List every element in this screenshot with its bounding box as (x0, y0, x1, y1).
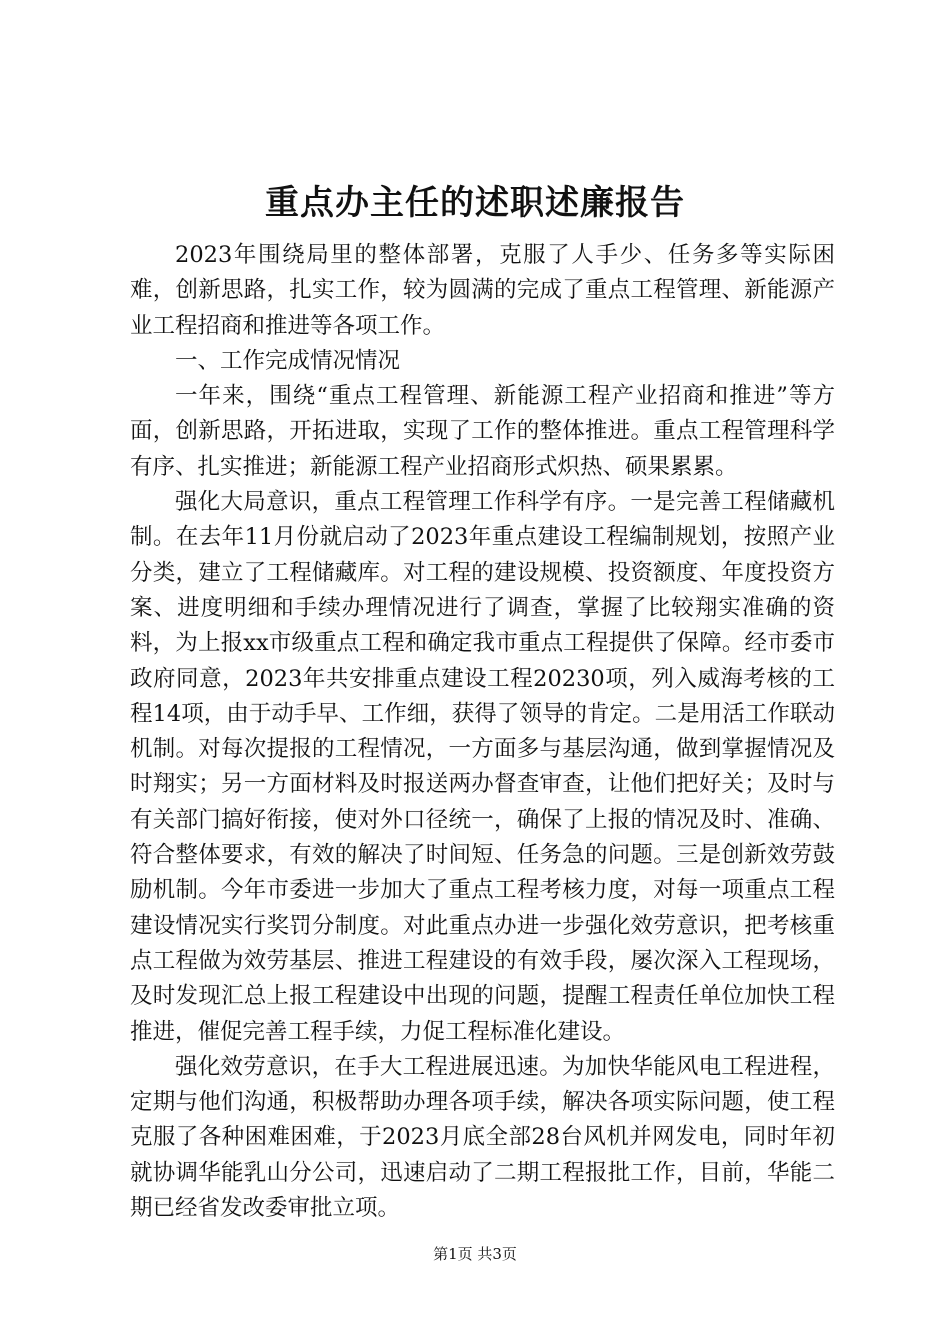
management-paragraph: 强化大局意识，重点工程管理工作科学有序。一是完善工程储藏机制。在去年11月份就启动了2023年重点建设工程编制规划，按照产业分类，建立了工程储藏库。对工程的建设规模、投资额度、年度投资方案、进度明细和手续办理情况进行了调查，掌握了比较翔实准确的资料，为上报xx市级重点工程和确定我市重点工程提供了保障。经市委市政府同意，2023年共安排重点建设工程20230项，列入威海考核的工程14项，由于动手早、工作细，获得了领导的肯定。二是用活工作联动机制。对每次提报的工程情况，一方面多与基层沟通，做到掌握情况及时翔实；另一方面材料及时报送两办督查审查，让他们把好关；及时与有关部门搞好衔接，使对外口径统一，确保了上报的情况及时、准确、符合整体要求，有效的解决了时间短、任务急的问题。三是创新效劳鼓励机制。今年市委进一步加大了重点工程考核力度，对每一项重点工程建设情况实行奖罚分制度。对此重点办进一步强化效劳意识，把考核重点工程做为效劳基层、推进工程建设的有效手段，屡次深入工程现场，及时发现汇总上报工程建设中出现的问题，提醒工程责任单位加快工程推进，催促完善工程手续，力促工程标准化建设。 (130, 489, 835, 1045)
intro-paragraph: 2023年围绕局里的整体部署，克服了人手少、任务多等实际困难，创新思路，扎实工作，较为圆满的完成了重点工程管理、新能源产业工程招商和推进等各项工作。 (130, 242, 835, 339)
section-heading: 一、工作完成情况情况 (175, 347, 401, 374)
page-number-footer: 第1页 共3页 (433, 1245, 517, 1263)
summary-paragraph: 一年来，围绕“重点工程管理、新能源工程产业招商和推进”等方面，创新思路，开拓进取，实现了工作的整体推进。重点工程管理科学有序、扎实推进；新能源工程产业招商形式炽热、硕果累累。 (130, 383, 835, 480)
service-paragraph: 强化效劳意识，在手大工程进展迅速。为加快华能风电工程进程，定期与他们沟通，积极帮助办理各项手续，解决各项实际问题，使工程克服了各种困难困难，于2023月底全部28台风机并网发电，同时年初就协调华能乳山分公司，迅速启动了二期工程报批工作，目前，华能二期已经省发改委审批立项。 (130, 1053, 835, 1222)
document-title: 重点办主任的述职述廉报告 (265, 183, 685, 223)
document-body (130, 238, 835, 1226)
